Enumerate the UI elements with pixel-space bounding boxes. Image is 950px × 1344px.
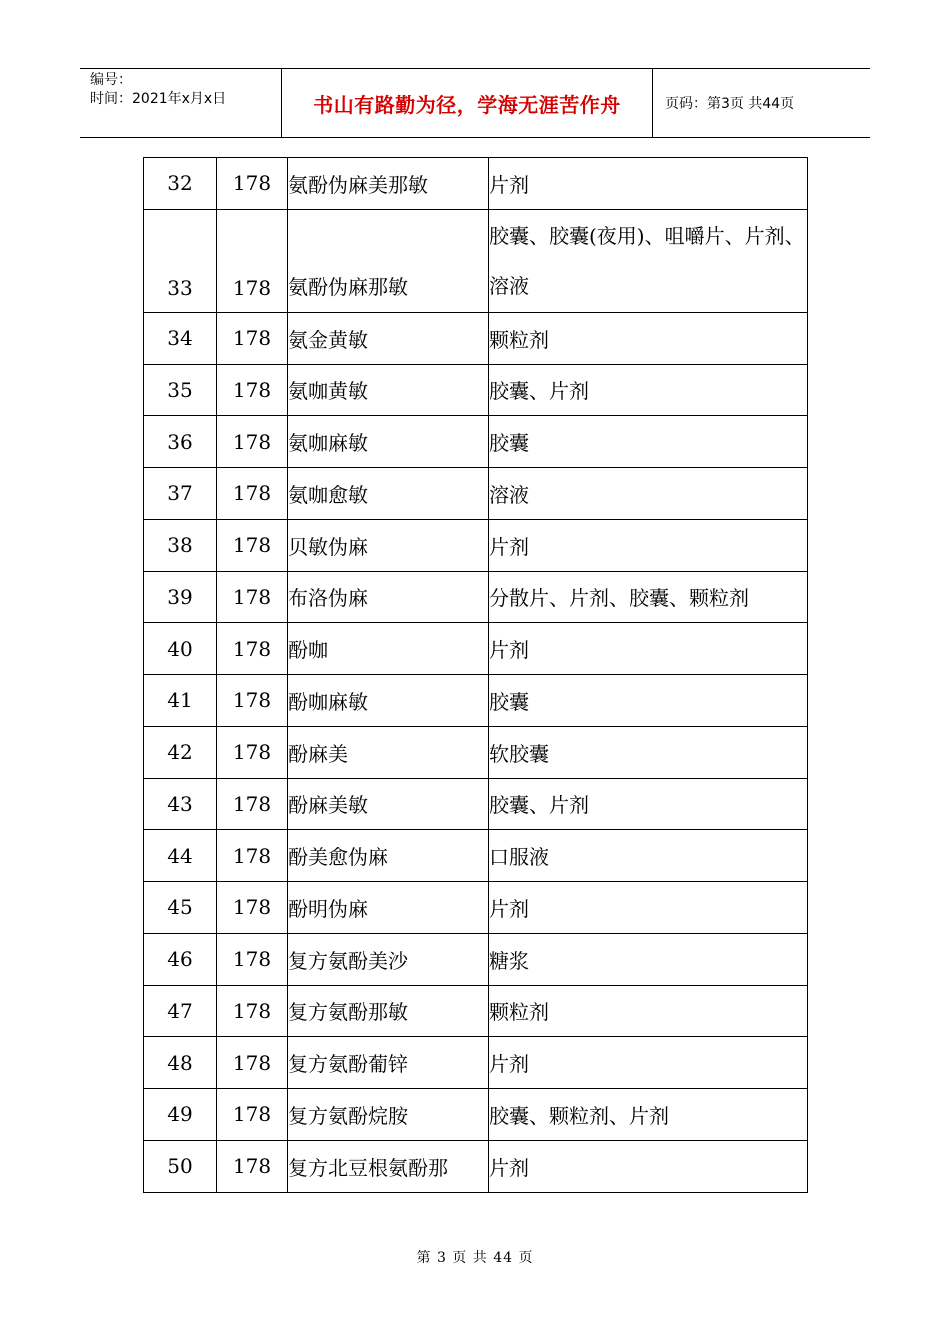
row-code: 178 xyxy=(217,933,288,985)
drug-name: 酚美愈伪麻 xyxy=(288,830,489,882)
table-row xyxy=(144,1089,808,1141)
table-row xyxy=(144,726,808,778)
row-number: 38 xyxy=(144,519,217,571)
page-header xyxy=(80,68,870,138)
drug-name: 氨酚伪麻那敏 xyxy=(288,209,489,312)
drug-name: 复方氨酚那敏 xyxy=(288,985,489,1037)
table-row xyxy=(144,158,808,210)
row-number: 40 xyxy=(144,623,217,675)
document-number-label: 编号： xyxy=(90,72,132,88)
row-number: 49 xyxy=(144,1089,217,1141)
page-footer: 第 3 页 共 44 页 xyxy=(416,1250,534,1266)
row-code: 178 xyxy=(217,1089,288,1141)
row-number: 32 xyxy=(144,158,217,210)
row-code: 178 xyxy=(217,519,288,571)
row-code: 178 xyxy=(217,675,288,727)
drug-name: 酚麻美敏 xyxy=(288,778,489,830)
dosage-form: 溶液 xyxy=(489,468,808,520)
header-motto: 书山有路勤为径，学海无涯苦作舟 xyxy=(313,92,621,117)
row-number: 43 xyxy=(144,778,217,830)
table-row xyxy=(144,830,808,882)
row-code: 178 xyxy=(217,364,288,416)
row-code: 178 xyxy=(217,778,288,830)
dosage-form: 胶囊 xyxy=(489,675,808,727)
row-number: 37 xyxy=(144,468,217,520)
table-row xyxy=(144,364,808,416)
row-number: 34 xyxy=(144,312,217,364)
row-number: 35 xyxy=(144,364,217,416)
dosage-form: 口服液 xyxy=(489,830,808,882)
dosage-form: 胶囊、颗粒剂、片剂 xyxy=(489,1089,808,1141)
row-number: 33 xyxy=(144,209,217,312)
drug-name: 复方氨酚烷胺 xyxy=(288,1089,489,1141)
table-row xyxy=(144,1037,808,1089)
dosage-form: 糖浆 xyxy=(489,933,808,985)
drug-name: 贝敏伪麻 xyxy=(288,519,489,571)
table-row xyxy=(144,623,808,675)
dosage-form: 片剂 xyxy=(489,158,808,210)
row-code: 178 xyxy=(217,985,288,1037)
row-code: 178 xyxy=(217,468,288,520)
table-row xyxy=(144,675,808,727)
drug-name: 布洛伪麻 xyxy=(288,571,489,623)
dosage-form: 颗粒剂 xyxy=(489,985,808,1037)
row-number: 42 xyxy=(144,726,217,778)
row-code: 178 xyxy=(217,882,288,934)
dosage-form: 颗粒剂 xyxy=(489,312,808,364)
row-code: 178 xyxy=(217,158,288,210)
dosage-form: 胶囊、片剂 xyxy=(489,778,808,830)
table-row xyxy=(144,416,808,468)
drug-table xyxy=(143,157,808,1193)
row-number: 36 xyxy=(144,416,217,468)
header-motto-cell xyxy=(282,69,653,137)
table-row xyxy=(144,985,808,1037)
dosage-form: 分散片、片剂、胶囊、颗粒剂 xyxy=(489,571,808,623)
row-code: 178 xyxy=(217,1140,288,1192)
drug-name: 氨咖黄敏 xyxy=(288,364,489,416)
dosage-form: 胶囊、胶囊(夜用)、咀嚼片、片剂、溶液 xyxy=(489,209,808,312)
drug-name: 复方北豆根氨酚那 xyxy=(288,1140,489,1192)
row-number: 39 xyxy=(144,571,217,623)
drug-name: 氨金黄敏 xyxy=(288,312,489,364)
header-meta xyxy=(80,69,282,137)
dosage-form: 胶囊、片剂 xyxy=(489,364,808,416)
row-number: 45 xyxy=(144,882,217,934)
row-code: 178 xyxy=(217,209,288,312)
dosage-form: 片剂 xyxy=(489,519,808,571)
table-row xyxy=(144,1140,808,1192)
row-code: 178 xyxy=(217,571,288,623)
row-code: 178 xyxy=(217,830,288,882)
row-number: 46 xyxy=(144,933,217,985)
dosage-form: 片剂 xyxy=(489,623,808,675)
dosage-form: 胶囊 xyxy=(489,416,808,468)
table-row xyxy=(144,571,808,623)
dosage-form: 片剂 xyxy=(489,1140,808,1192)
row-number: 48 xyxy=(144,1037,217,1089)
row-number: 41 xyxy=(144,675,217,727)
table-row xyxy=(144,468,808,520)
table-row xyxy=(144,778,808,830)
header-page-info: 页码：第3页 共44页 xyxy=(665,96,795,112)
table-row xyxy=(144,312,808,364)
drug-name: 氨酚伪麻美那敏 xyxy=(288,158,489,210)
row-code: 178 xyxy=(217,312,288,364)
row-number: 47 xyxy=(144,985,217,1037)
drug-name: 酚明伪麻 xyxy=(288,882,489,934)
drug-name: 氨咖麻敏 xyxy=(288,416,489,468)
row-code: 178 xyxy=(217,1037,288,1089)
drug-name: 复方氨酚葡锌 xyxy=(288,1037,489,1089)
table-row xyxy=(144,882,808,934)
row-number: 44 xyxy=(144,830,217,882)
document-time-label: 时间：2021年x月x日 xyxy=(90,91,227,107)
drug-name: 酚咖 xyxy=(288,623,489,675)
drug-name: 酚咖麻敏 xyxy=(288,675,489,727)
row-code: 178 xyxy=(217,726,288,778)
table-row xyxy=(144,933,808,985)
drug-name: 氨咖愈敏 xyxy=(288,468,489,520)
drug-name: 酚麻美 xyxy=(288,726,489,778)
row-number: 50 xyxy=(144,1140,217,1192)
table-row xyxy=(144,209,808,312)
drug-table-body xyxy=(144,158,808,1193)
row-code: 178 xyxy=(217,623,288,675)
row-code: 178 xyxy=(217,416,288,468)
table-row xyxy=(144,519,808,571)
dosage-form: 软胶囊 xyxy=(489,726,808,778)
dosage-form: 片剂 xyxy=(489,882,808,934)
drug-name: 复方氨酚美沙 xyxy=(288,933,489,985)
dosage-form: 片剂 xyxy=(489,1037,808,1089)
